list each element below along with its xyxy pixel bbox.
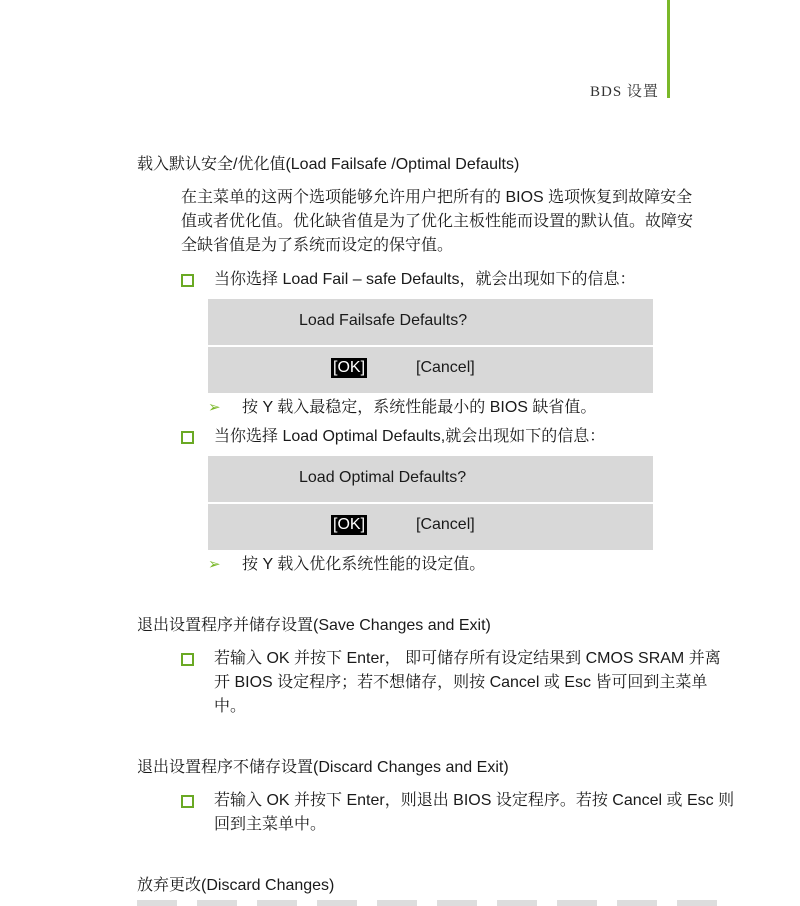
bullet-text-block — [214, 647, 721, 719]
dialog-question: Load Failsafe Defaults? — [299, 312, 468, 329]
checkbox-square-icon — [181, 431, 194, 444]
dialog-buttons-row — [208, 504, 653, 550]
paragraph-line: 值或者优化值。优化缺省值是为了优化主板性能而设置的默认值。故障安 — [181, 213, 694, 230]
bullet-line: 中。 — [214, 698, 247, 715]
bullet-line: 回到主菜单中。 — [214, 816, 327, 833]
bullet-text: 当你选择 Load Fail – safe Defaults，就会出现如下的信息： — [214, 271, 636, 288]
bullet-line: 若输入 OK 并按下 Enter，则退出 BIOS 设定程序。若按 Cancel 或 Esc 则 — [214, 792, 735, 809]
arrowhead-icon: ➢ — [208, 399, 221, 416]
bullet-text-block — [214, 789, 734, 837]
arrow-text: 按 Y 载入最稳定，系统性能最小的 BIOS 缺省值。 — [242, 399, 597, 416]
ok-button: [OK] — [333, 516, 366, 533]
page-header: BDS 设置 — [590, 84, 659, 100]
bullet-line: 若输入 OK 并按下 Enter， 即可储存所有设定结果到 CMOS SRAM 并离 — [214, 650, 721, 667]
paragraph-line: 全缺省值是为了系统而设定的保守值。 — [181, 237, 454, 254]
dialog-question-row — [208, 456, 653, 502]
section-heading-discard-changes: 放弃更改(Discard Changes) — [137, 877, 335, 894]
section-heading-discard-exit: 退出设置程序不储存设置(Discard Changes and Exit) — [137, 759, 509, 776]
cancel-button: [Cancel] — [416, 359, 475, 376]
dialog-question: Load Optimal Defaults? — [299, 469, 467, 486]
bullet-line: 开 BIOS 设定程序；若不想储存，则按 Cancel 或 Esc 皆可回到主菜单 — [214, 674, 708, 691]
dialog-question-row — [208, 299, 653, 345]
arrow-text: 按 Y 载入优化系统性能的设定值。 — [242, 556, 486, 573]
dialog-box-optimal — [208, 456, 653, 550]
dialog-box-failsafe — [208, 299, 653, 393]
checkbox-square-icon — [181, 274, 194, 287]
ok-button: [OK] — [333, 359, 366, 376]
cut-off-text-line — [137, 900, 717, 906]
arrowhead-icon: ➢ — [208, 556, 221, 573]
bullet-text: 当你选择 Load Optimal Defaults,就会出现如下的信息： — [214, 428, 606, 445]
checkbox-square-icon — [181, 653, 194, 666]
section-heading-save-exit: 退出设置程序并储存设置(Save Changes and Exit) — [137, 617, 491, 634]
accent-rule — [667, 0, 670, 98]
section-paragraph — [181, 186, 721, 258]
paragraph-line: 在主菜单的这两个选项能够允许用户把所有的 BIOS 选项恢复到故障安全 — [181, 189, 693, 206]
dialog-buttons-row — [208, 347, 653, 393]
checkbox-square-icon — [181, 795, 194, 808]
cancel-button: [Cancel] — [416, 516, 475, 533]
section-heading-load-defaults: 载入默认安全/优化值(Load Failsafe /Optimal Defaults) — [137, 156, 520, 173]
